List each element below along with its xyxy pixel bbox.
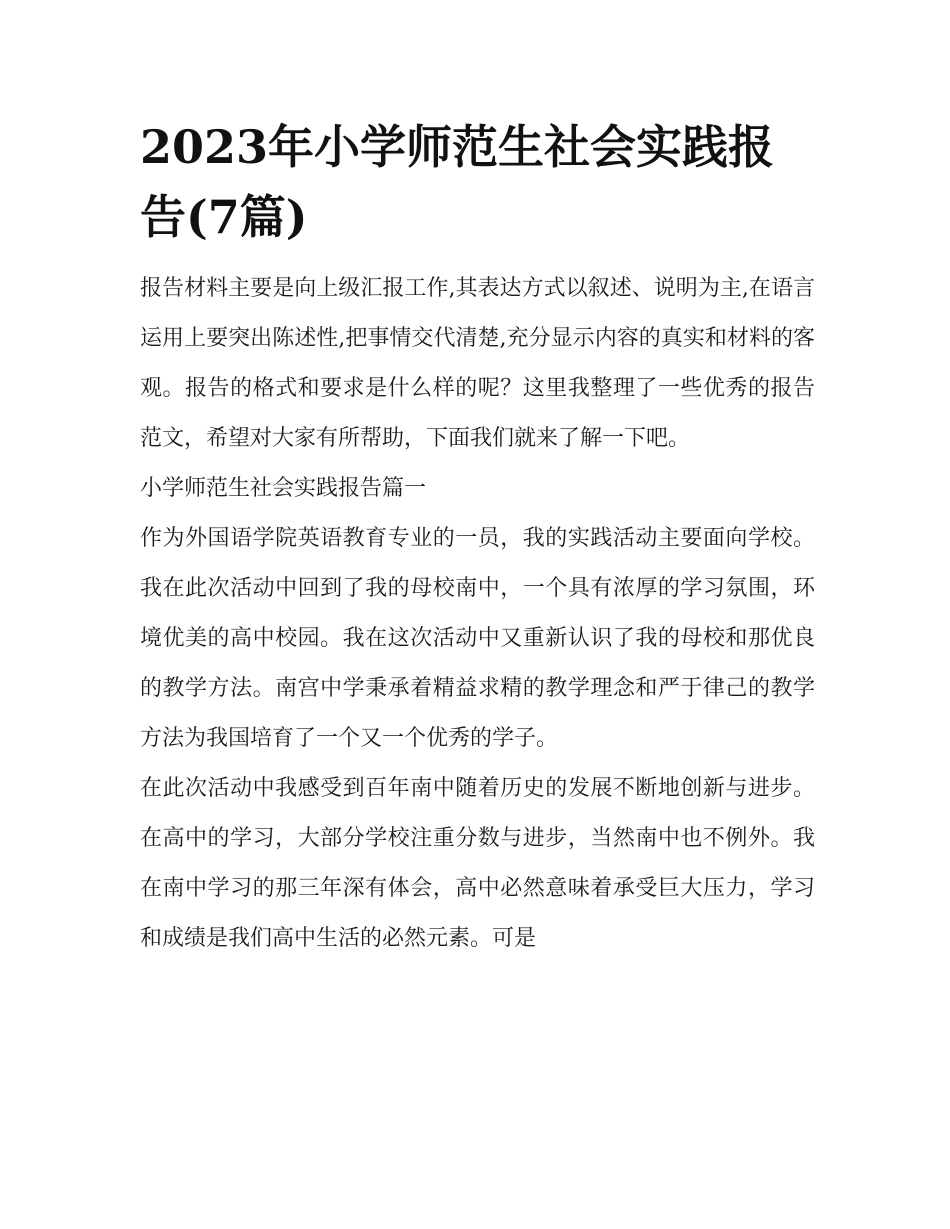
intro-paragraph: 报告材料主要是向上级汇报工作,其表达方式以叙述、说明为主,在语言运用上要突出陈述性,把事情交代清楚,充分显示内容的真实和材料的客观。报告的格式和要求是什么样的呢？这里我整理了一些优秀的报告范文，希望对大家有所帮助，下面我们就来了解一下吧。 (140, 276, 815, 451)
section-heading: 小学师范生社会实践报告篇一 (140, 476, 427, 501)
document-body (140, 264, 815, 964)
body-paragraph: 在此次活动中我感受到百年南中随着历史的发展不断地创新与进步。在高中的学习，大部分学校注重分数与进步，当然南中也不例外。我在南中学习的那三年深有体会，高中必然意味着承受巨大压力，学习和成绩是我们高中生活的必然元素。可是 (140, 776, 815, 951)
document-title: 2023年小学师范生社会实践报告(7篇) (140, 120, 775, 244)
document-page (140, 112, 815, 964)
body-paragraph: 作为外国语学院英语教育专业的一员，我的实践活动主要面向学校。我在此次活动中回到了我的母校南中，一个具有浓厚的学习氛围，环境优美的高中校园。我在这次活动中又重新认识了我的母校和那优良的教学方法。南宫中学秉承着精益求精的教学理念和严于律己的教学方法为我国培育了一个又一个优秀的学子。 (140, 526, 815, 751)
